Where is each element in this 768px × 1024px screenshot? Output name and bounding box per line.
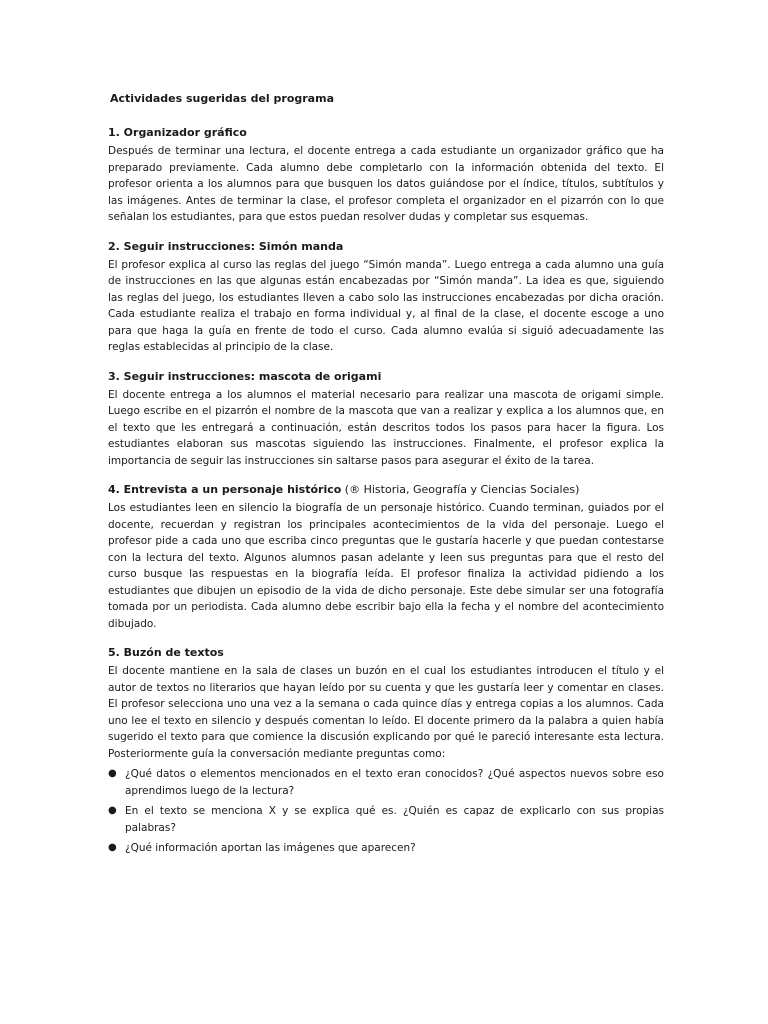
list-item [108,766,664,799]
question-list [108,766,664,857]
section-heading-text: 1. Organizador gráfico [108,126,247,139]
section-heading-text: 3. Seguir instrucciones: mascota de origami [108,369,382,383]
list-item-text: En el texto se menciona X y se explica qué es. ¿Quién es capaz de explicarlo con sus propias palabras? [125,805,664,834]
section-paragraph: Después de terminar una lectura, el docente entrega a cada estudiante un organizador gráfico que ha preparado previamente. Cada alumno debe completarlo con la información obtenida del texto. El profesor orienta a los alumnos para que busquen los datos guiándose por el índice, títulos, subtítulos y las imágenes. Antes de terminar la clase, el profesor completa el organizador en el pizarrón con lo que señalan los estudiantes, para que estos puedan resolver dudas y completar sus esquemas. [108,145,664,223]
section-heading-text: 4. Entrevista a un personaje histórico [108,483,342,496]
section-subject-tag: (® Historia, Geografía y Ciencias Sociales) [341,483,580,496]
bullet-icon: ● [108,805,117,816]
section-heading [108,369,664,385]
section-mascota-origami [108,369,664,470]
list-item [108,840,664,857]
bullet-icon: ● [108,842,117,853]
list-item [108,803,664,836]
section-simon-manda [108,239,664,356]
document-title: Actividades sugeridas del programa [110,92,334,105]
section-buzon-textos [108,645,664,857]
section-heading-text: 5. Buzón de textos [108,646,224,659]
section-paragraph: El profesor explica al curso las reglas del juego “Simón manda”. Luego entrega a cada alumno una guía de instrucciones en las que algunas están encabezadas por “Simón manda”. La idea es que, siguiendo las reglas del juego, los estudiantes lleven a cabo solo las instrucciones encabezadas por dicha oración. Cada estudiante realiza el trabajo en forma individual y, al final de la clase, el docente escoge a uno para que haga la guía en frente de todo el curso. Cada alumno evalúa si siguió adecuadamente las reglas establecidas al principio de la clase. [108,258,664,353]
section-heading [108,125,664,141]
section-heading-text: 2. Seguir instrucciones: Simón manda [108,239,344,253]
list-item-text: ¿Qué información aportan las imágenes que aparecen? [125,842,416,854]
section-paragraph: Los estudiantes leen en silencio la biografía de un personaje histórico. Cuando terminan, guiados por el docente, recuerdan y registran los principales acontecimientos de la vida del personaje. Luego el profesor pide a cada uno que escriba cinco preguntas que le gustaría hacerle y que puedan contestarse con la lectura del texto. Algunos alumnos pasan adelante y leen sus preguntas para que el resto del curso busque las respuestas en la biografía leída. El profesor finaliza la actividad pidiendo a los estudiantes que dibujen un episodio de la vida de dicho personaje. Este debe simular ser una fotografía tomada por un periodista. Cada alumno debe escribir bajo ella la fecha y el nombre del acontecimiento dibujado. [108,502,664,630]
bullet-icon: ● [108,768,117,779]
section-heading [108,645,664,661]
document-page [108,91,664,870]
section-organizador-grafico [108,125,664,226]
section-heading [108,239,664,255]
section-entrevista-personaje [108,482,664,632]
section-heading [108,482,664,498]
list-item-text: ¿Qué datos o elementos mencionados en el texto eran conocidos? ¿Qué aspectos nuevos sobre eso aprendimos luego de la lectura? [125,768,664,797]
section-paragraph: El docente entrega a los alumnos el material necesario para realizar una mascota de origami simple. Luego escribe en el pizarrón el nombre de la mascota que van a realizar y explica a los alumnos que, en el texto que les entregará a continuación, están descritos todos los pasos para hacer la figura. Los estudiantes elaboran sus mascotas siguiendo las instrucciones. Finalmente, el profesor explica la importancia de seguir las instrucciones sin saltarse pasos para asegurar el éxito de la tarea. [108,388,664,467]
section-paragraph: El docente mantiene en la sala de clases un buzón en el cual los estudiantes introducen el título y el autor de textos no literarios que hayan leído por su cuenta y que les gustaría leer y comentar en clases. El profesor selecciona uno una vez a la semana o cada quince días y entrega copias a los alumnos. Cada uno lee el texto en silencio y después comentan lo leído. El docente primero da la palabra a quien había sugerido el texto para que comience la discusión explicando por qué le pareció interesante esta lectura. Posteriormente guía la conversación mediante preguntas como: [108,665,664,760]
